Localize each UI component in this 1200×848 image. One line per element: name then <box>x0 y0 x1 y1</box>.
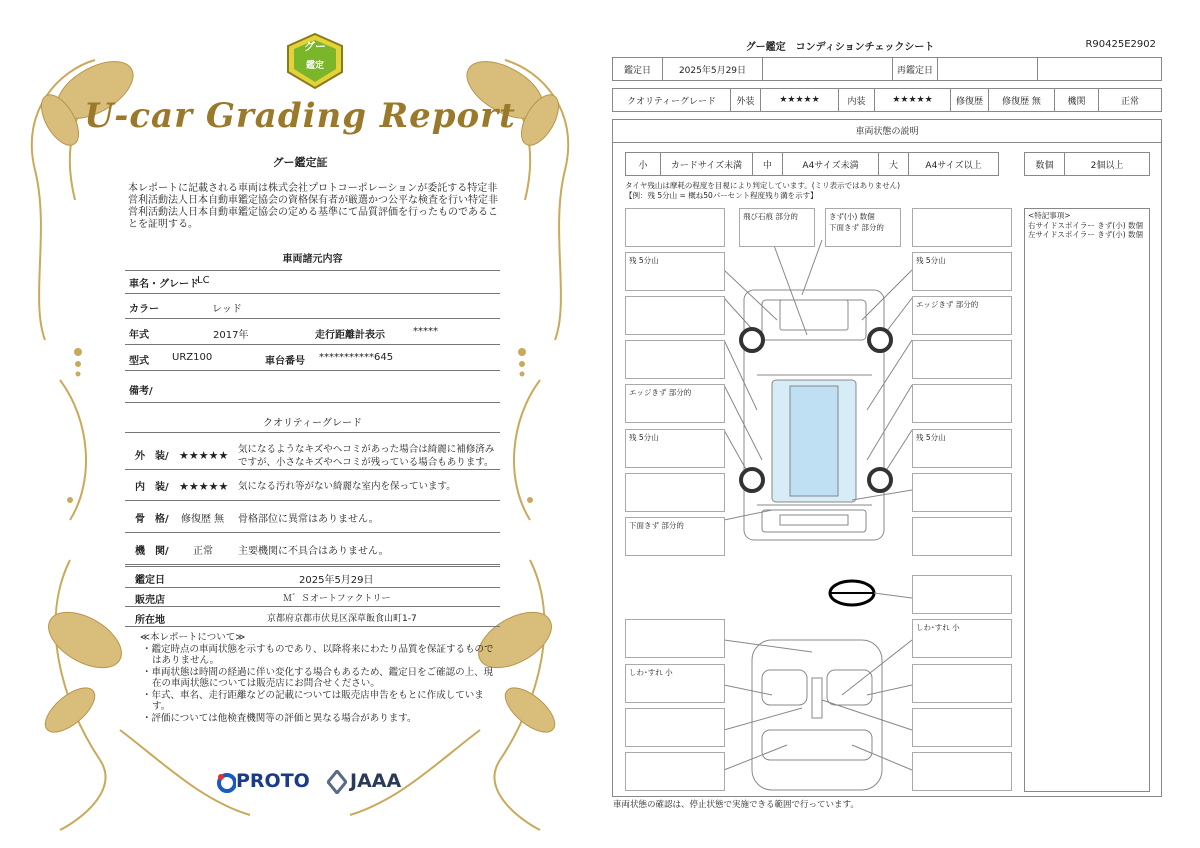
notes-heading: ≪本レポートについて≫ <box>140 632 246 643</box>
note-item: ・評価については他検査機関等の評価と異なる場合があります。 <box>142 712 417 724</box>
note-box <box>625 708 725 747</box>
redate-label: 再鑑定日 <box>893 58 938 80</box>
note-box <box>625 619 725 658</box>
sheet-date-value: 2025年5月29日 <box>663 58 763 80</box>
engine-value: 正常 <box>193 546 213 557</box>
note-box <box>625 473 725 512</box>
interior-label: 内 装/ <box>135 482 169 493</box>
legend-small: 小 <box>626 153 661 175</box>
legend-large-desc: A4サイズ以上 <box>925 160 982 171</box>
date-table <box>612 57 1162 81</box>
engine-label: 機 関/ <box>135 546 169 557</box>
dealer-value: Ｍ゛Ｓオートファクトリー <box>283 594 391 604</box>
exterior-text-2: ですが、小さなキズやヘコミが残っている場合もあります。 <box>238 457 494 468</box>
year-label: 年式 <box>129 330 149 341</box>
note-box <box>912 664 1012 703</box>
mileage-value: ***** <box>413 326 438 337</box>
proto-logo: PROTO <box>236 770 310 792</box>
frame-label: 骨 格/ <box>135 514 169 525</box>
note-box <box>912 296 1012 335</box>
sheet-exterior-stars: ★★★★★ <box>761 89 839 111</box>
chassis-value: ***********645 <box>319 352 394 363</box>
tire-note-1: タイヤ残山は摩耗の程度を目視により判定しています。(ミリ表示ではありません) <box>625 181 901 190</box>
dealer-label: 販売店 <box>135 595 165 606</box>
note-text: 残 5分山 <box>629 256 659 265</box>
proto-logo-icon <box>216 772 236 794</box>
sheet-repair-label: 修復歴 <box>951 89 989 111</box>
note-box <box>825 208 901 247</box>
note-item: ・車両状態は時間の経過に伴い変化する場合もあるため、鑑定日をご確認の上、現在の車両状態については販売店にお問合せください。 <box>142 666 494 689</box>
note-text: 飛び石痕 部分的 <box>743 212 798 221</box>
note-box <box>625 517 725 556</box>
sheet-quality-label: クオリティーグレード <box>613 89 731 111</box>
sheet-exterior-label: 外装 <box>731 89 761 111</box>
redate-value <box>938 58 1038 80</box>
color-value: レッド <box>212 304 242 315</box>
note-text: しわ･すれ 小 <box>629 668 673 677</box>
frame-value: 修復歴 無 <box>181 514 225 525</box>
spec-row-year <box>125 322 500 345</box>
note-text: 下面きず 部分的 <box>829 223 884 232</box>
note-box <box>912 752 1012 791</box>
legend-table <box>625 152 999 176</box>
appraisal-date-row <box>125 566 500 588</box>
badge-top: グー <box>304 40 326 53</box>
note-text: 残 5分山 <box>629 433 659 442</box>
dealer-row <box>125 587 500 607</box>
remarks-label: 備考/ <box>129 386 153 397</box>
color-label: カラー <box>129 304 159 315</box>
address-value: 京都府京都市伏見区深草飯食山町1-7 <box>267 614 417 624</box>
address-label: 所在地 <box>135 615 165 626</box>
note-box <box>912 384 1012 423</box>
exterior-label: 外 装/ <box>135 451 169 462</box>
note-box <box>625 664 725 703</box>
model-value: URZ100 <box>172 352 213 363</box>
note-box <box>912 208 1012 247</box>
exterior-stars: ★★★★★ <box>179 449 229 462</box>
year-value: 2017年 <box>213 330 249 341</box>
spec-row-name <box>125 270 500 294</box>
note-text: エッジきず 部分的 <box>629 388 692 397</box>
specs-heading: 車両諸元内容 <box>282 254 343 265</box>
sheet-interior-label: 内装 <box>839 89 875 111</box>
report-title: U-car Grading Report <box>84 96 516 136</box>
sheet-repair-value: 修復歴 無 <box>989 89 1055 111</box>
date-value: 2025年5月29日 <box>299 575 374 586</box>
jaaa-logo-icon <box>327 770 347 794</box>
note-text: 下面きず 部分的 <box>629 521 684 530</box>
certificate-heading: グー鑑定証 <box>272 156 328 169</box>
chassis-label: 車台番号 <box>265 356 305 367</box>
note-text: エッジきず 部分的 <box>916 300 979 309</box>
note-box <box>912 252 1012 291</box>
note-box <box>625 340 725 379</box>
note-box <box>739 208 815 247</box>
interior-stars: ★★★★★ <box>179 480 229 493</box>
quality-row-engine <box>125 534 500 565</box>
mileage-label: 走行距離計表示 <box>315 330 385 341</box>
sheet-title: グー鑑定 コンディションチェックシート <box>745 42 935 53</box>
legend-count: 数個 <box>1025 153 1065 175</box>
jaaa-logo: JAAA <box>350 770 402 792</box>
special-remarks <box>1024 208 1150 792</box>
sheet-footer: 車両状態の確認は、停止状態で実施できる範囲で行っています。 <box>613 800 859 810</box>
sheet-id: R90425E2902 <box>1085 39 1156 50</box>
special-item: 左サイドスポイラー きず(小) 数個 <box>1028 230 1144 239</box>
note-box <box>912 619 1012 658</box>
legend-small-desc: カードサイズ未満 <box>661 153 753 175</box>
name-value: LC <box>197 275 210 286</box>
spec-row-color <box>125 296 500 319</box>
legend-count-desc: 2個以上 <box>1090 160 1124 171</box>
sheet-date-label: 鑑定日 <box>613 58 663 80</box>
note-box <box>625 208 725 247</box>
note-box <box>912 517 1012 556</box>
legend-mid-desc: A4サイズ未満 <box>783 153 879 175</box>
address-row <box>125 607 500 627</box>
sheet-interior-stars: ★★★★★ <box>875 89 951 111</box>
note-box <box>625 429 725 468</box>
certificate-intro: 本レポートに記載される車両は株式会社プロトコーポレーションが委託する特定非営利活動法人日本自動車鑑定協会の資格保有者が厳選かつ公平な検査を行い特定非営利活動法人日本自動車鑑定協会の定める基準にて品質評価を行ったものであることを証明する。 <box>128 183 498 230</box>
name-label: 車名・グレード <box>129 279 199 290</box>
quality-row-frame <box>125 502 500 533</box>
date-label: 鑑定日 <box>135 575 165 586</box>
frame-text: 骨格部位に異常はありません。 <box>238 514 379 525</box>
legend-mid: 中 <box>753 153 783 175</box>
interior-text: 気になる汚れ等がない綺麗な室内を保っています。 <box>238 481 456 492</box>
quality-row-interior <box>125 470 500 501</box>
note-item: ・鑑定時点の車両状態を示すものであり、以降将来にわたり品質を保証するものではありません。 <box>142 643 494 666</box>
note-text: しわ･すれ 小 <box>916 623 960 632</box>
note-box <box>625 252 725 291</box>
engine-text: 主要機関に不具合はありません。 <box>238 546 389 557</box>
condition-heading: 車両状態の説明 <box>612 119 1162 143</box>
quality-row-exterior <box>125 432 500 470</box>
special-item: 右サイドスポイラー きず(小) 数個 <box>1028 220 1144 230</box>
legend-large: 大 <box>879 153 909 175</box>
quality-table <box>612 88 1162 112</box>
note-text: きず(小) 数個 <box>829 212 875 221</box>
note-item: ・年式、車名、走行距離などの記載については販売店申告をもとに作成しています。 <box>142 689 484 712</box>
note-text: 残 5分山 <box>916 433 946 442</box>
spec-row-remarks <box>125 374 500 403</box>
exterior-text-1: 気になるようなキズやヘコミがあった場合は綺麗に補修済み <box>238 444 495 455</box>
note-box <box>625 296 725 335</box>
special-heading: <特記事項> <box>1028 211 1071 220</box>
sheet-engine-label: 機関 <box>1055 89 1099 111</box>
note-box <box>912 429 1012 468</box>
model-label: 型式 <box>129 356 149 367</box>
note-box <box>625 384 725 423</box>
note-box <box>625 752 725 791</box>
note-box <box>912 340 1012 379</box>
note-box <box>912 708 1012 747</box>
spec-row-model <box>125 348 500 371</box>
sheet-engine-value: 正常 <box>1120 96 1139 107</box>
note-box <box>912 473 1012 512</box>
note-box <box>912 575 1012 614</box>
report-notes <box>140 632 500 724</box>
count-table <box>1024 152 1150 176</box>
tire-note-2: 【例：残 5分山 = 概ね50パーセント程度残り溝を示す】 <box>625 191 818 200</box>
badge-bottom: 鑑定 <box>305 61 324 71</box>
quality-heading: クオリティーグレード <box>263 418 362 429</box>
note-text: 残 5分山 <box>916 256 946 265</box>
